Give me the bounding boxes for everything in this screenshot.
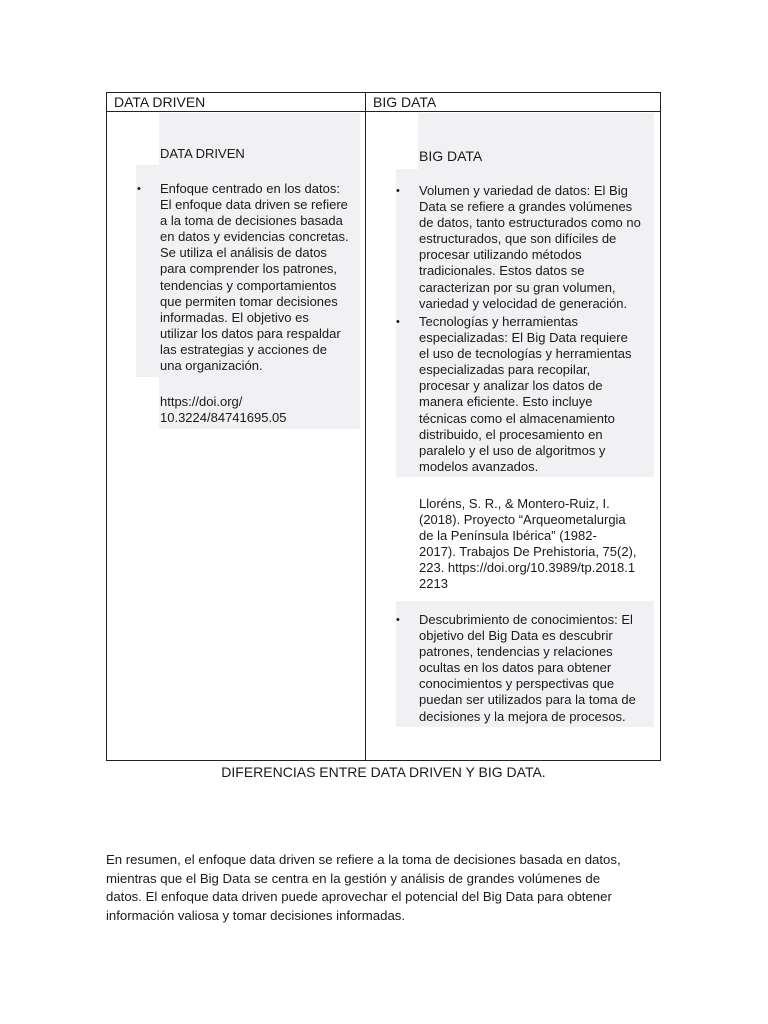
right-item-discovery: Descubrimiento de conocimientos: El objetivo del Big Data es descubrir patrones, tendencias y relaciones ocultas en los datos para obtener conocimientos y perspectivas que puedan ser utilizados para la toma de decisiones y la mejora de procesos. [419, 612, 636, 724]
header-data-driven: DATA DRIVEN [114, 94, 206, 110]
left-item-data-focus: Enfoque centrado en los datos: El enfoque data driven se refiere a la toma de decisiones basada en datos y evidencias concretas. Se utiliza el análisis de datos para comprender los patrones, tendencias y comportamientos que permiten tomar decisiones informadas. El objetivo es utilizar los datos para respaldar las estrategias y acciones de una organización. [160, 181, 349, 374]
bullet-icon: • [396, 614, 400, 626]
left-reference: https://doi.org/ 10.3224/84741695.05 [160, 394, 287, 426]
summary-paragraph: En resumen, el enfoque data driven se refiere a la toma de decisiones basada en datos, mientras que el Big Data se centra en la gestión y análisis de grandes volúmenes de datos. El enfoque data driven puede aprovechar el potencial del Big Data para obtener información valiosa y tomar decisiones informadas. [106, 852, 621, 923]
right-reference: Lloréns, S. R., & Montero-Ruiz, I. (2018). Proyecto “Arqueometalurgia de la Península Ibérica” (1982- 2017). Trabajos De Prehistoria, 75(2), 223. https://doi.org/10.3989/tp.2018.1 2213 [419, 496, 637, 592]
bullet-icon: • [396, 185, 400, 197]
bullet-icon: • [137, 183, 141, 195]
right-item-volume: Volumen y variedad de datos: El Big Data se refiere a grandes volúmenes de datos, tanto estructurados como no estructurados, que son difíciles de procesar utilizando métodos tradicionales. Estos datos se caracterizan por su gran volumen, variedad y velocidad de generación. [419, 183, 641, 311]
bullet-icon: • [396, 316, 400, 328]
left-cell-title: DATA DRIVEN [160, 146, 245, 161]
table-header-row [107, 93, 660, 112]
right-cell-title: BIG DATA [419, 148, 483, 164]
column-divider [365, 93, 366, 760]
right-item-technologies: Tecnologías y herramientas especializadas: El Big Data requiere el uso de tecnologías y herramientas especializadas para recopilar, procesar y analizar los datos de manera eficiente. Esto incluye técnicas como el almacenamiento distribuido, el procesamiento en paralelo y el uso de algoritmos y modelos avanzados. [419, 314, 632, 474]
comparison-table [106, 92, 661, 761]
header-big-data: BIG DATA [373, 94, 437, 110]
table-caption: DIFERENCIAS ENTRE DATA DRIVEN Y BIG DATA. [221, 764, 546, 780]
